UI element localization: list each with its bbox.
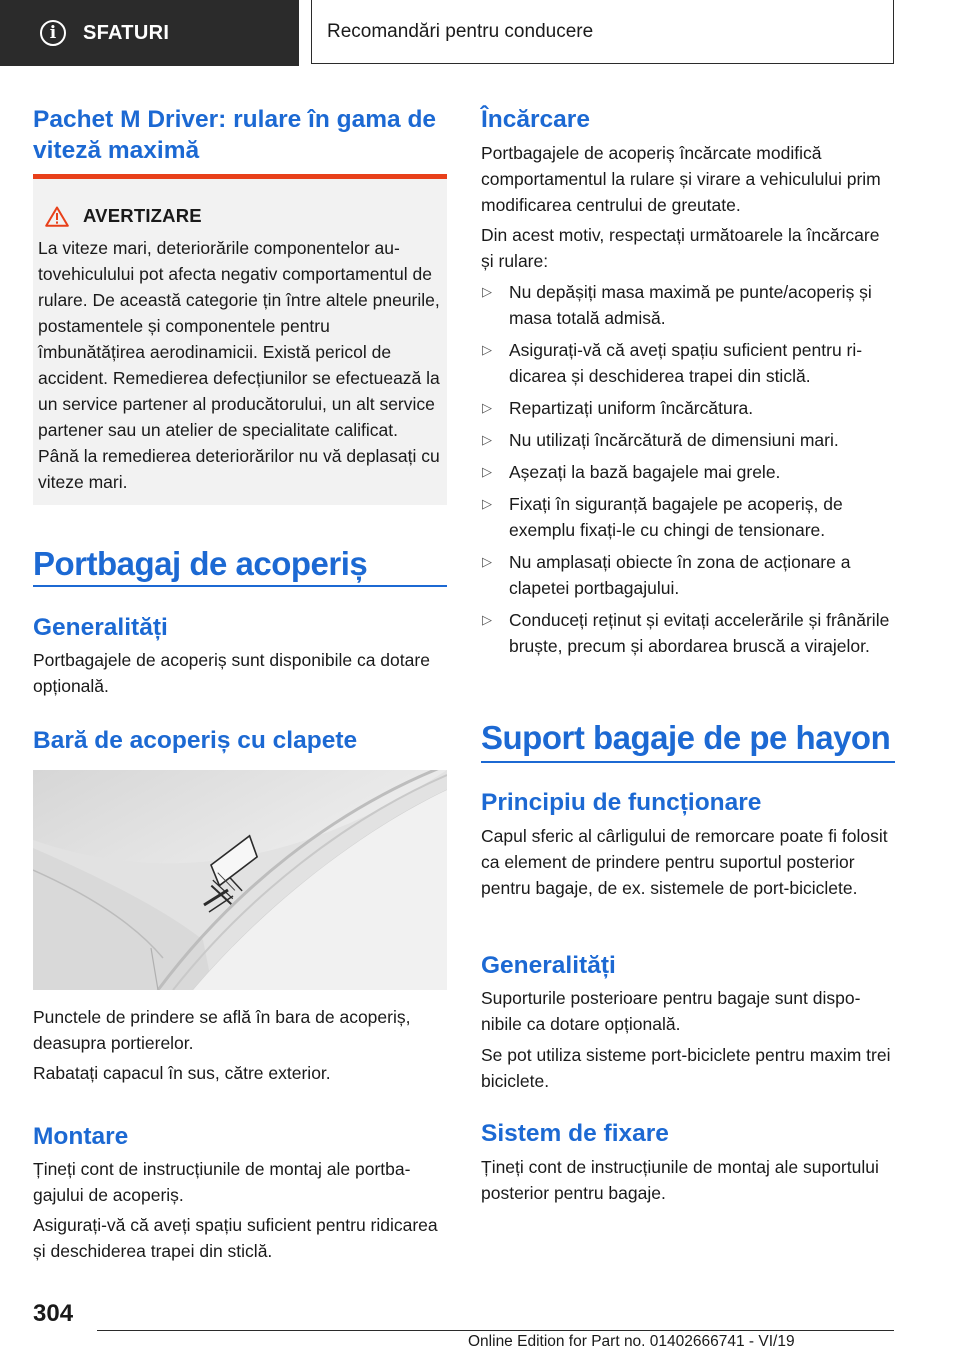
page-number: 304: [33, 1300, 74, 1327]
list-item: ▷ Fixați în siguranță bagajele pe acoperiș, de exemplu fixați-le cu chingi de tensionare.: [481, 491, 895, 543]
general-heading-left: Generalități: [33, 614, 168, 641]
warning-box: [33, 174, 447, 505]
mount-text-1: Țineți cont de instrucțiunile de montaj ale portbagajului de acoperiș.: [33, 1159, 411, 1205]
list-item: ▷ Nu utilizați încărcătură de dimensiuni mari.: [481, 427, 895, 453]
warning-triangle-icon: [45, 206, 69, 227]
heading-rule: [481, 761, 895, 763]
bar-heading: Bară de acoperiș cu clapete: [33, 727, 358, 754]
load-heading: Încărcare: [481, 106, 590, 133]
load-text-2: Din acest motiv, respectați următoarele la încărcare și rulare:: [481, 225, 880, 271]
triangle-right-icon: ▷: [482, 432, 492, 447]
triangle-right-icon: ▷: [482, 464, 492, 479]
warning-title: AVERTIZARE: [83, 205, 202, 226]
points-text: Punctele de prindere se află în bara de acoperiș, deasupra portierelor.: [33, 1007, 411, 1053]
hitch-carrier-heading: Suport bagaje de pe hayon: [481, 719, 891, 756]
roof-bar-image: [33, 770, 447, 990]
principle-text: Capul sferic al cârligului de remorcare poate fi folosit ca element de prindere pentru suportul posterior pentru bagaje, de ex. sistemele de port-biciclete.: [481, 826, 888, 898]
triangle-right-icon: ▷: [482, 496, 492, 511]
triangle-right-icon: ▷: [482, 342, 492, 357]
warning-text: La viteze mari, deteriorările componentelor autovehiculului pot afecta negativ comportamentul de rulare. De această categorie țin între altele pneurile, postamentele și componentele pentru îmbunătățirea aerodinamicii. Există pericol de accident. Remedierea defecțiunilor se efectuează la un service partener al producătorului, un alt service partener sau un atelier de specialitate calificat. Până la remedierea deteriorărilor nu vă deplasați cu viteze mari.: [38, 238, 440, 492]
footer-rule: [97, 1330, 894, 1331]
section-label: SFATURI: [83, 21, 170, 44]
fix-text: Țineți cont de instrucțiunile de montaj ale suportului posterior pentru bagaje.: [481, 1157, 879, 1203]
mdriver-heading: Pachet M Driver: rulare în gama de viteză maximă: [33, 106, 437, 164]
general-text-right-2: Se pot utiliza sisteme port-biciclete pentru maxim trei biciclete.: [481, 1045, 891, 1091]
list-item: ▷ Nu amplasați obiecte în zona de acționare a clapetei portbagajului.: [481, 549, 895, 601]
roof-rack-heading: Portbagaj de acoperiș: [33, 545, 368, 582]
section-tab: [0, 0, 299, 66]
mount-text-2: Asigurați-vă că aveți spațiu suficient pentru ridicarea și deschiderea trapei din sticlă.: [33, 1215, 438, 1261]
list-item: ▷ Repartizați uniform încărcătura.: [481, 395, 895, 421]
general-text-left: Portbagajele de acoperiș sunt disponibile ca dotare opțională.: [33, 650, 430, 696]
list-item: ▷ Asigurați-vă că aveți spațiu suficient pentru ridicarea și deschiderea trapei din sticlă.: [481, 337, 895, 389]
principle-heading: Principiu de funcționare: [481, 789, 762, 816]
list-item: ▷ Conduceți reținut și evitați accelerările și frânările bruște, precum și abordarea bruscă a virajelor.: [481, 607, 895, 659]
triangle-right-icon: ▷: [482, 400, 492, 415]
roof-bar-illustration: [33, 770, 447, 990]
list-item: ▷ Așezați la bază bagajele mai grele.: [481, 459, 895, 485]
edition-text: Online Edition for Part no. 01402666741 - VI/19: [468, 1333, 795, 1350]
heading-rule: [33, 585, 447, 587]
fix-heading: Sistem de fixare: [481, 1120, 669, 1147]
chapter-tab: [311, 0, 894, 64]
general-text-right-1: Suporturile posterioare pentru bagaje sunt disponibile ca dotare opțională.: [481, 988, 861, 1034]
mount-heading: Montare: [33, 1123, 129, 1150]
load-text-1: Portbagajele de acoperiș încărcate modifică comportamentul la rulare și virare a vehiculului prim modificarea centrului de greutate.: [481, 143, 881, 215]
triangle-right-icon: ▷: [482, 612, 492, 627]
info-icon: i: [40, 20, 66, 46]
warning-header: [45, 205, 202, 227]
triangle-right-icon: ▷: [482, 554, 492, 569]
flap-text: Rabatați capacul în sus, către exterior.: [33, 1063, 331, 1083]
load-rules-list: [481, 279, 895, 665]
chapter-title: Recomandări pentru conducere: [327, 20, 594, 42]
page-header: [0, 0, 960, 66]
list-item: ▷ Nu depășiți masa maximă pe punte/acoperiș și masa totală admisă.: [481, 279, 895, 331]
triangle-right-icon: ▷: [482, 284, 492, 299]
general-heading-right: Generalități: [481, 952, 616, 979]
